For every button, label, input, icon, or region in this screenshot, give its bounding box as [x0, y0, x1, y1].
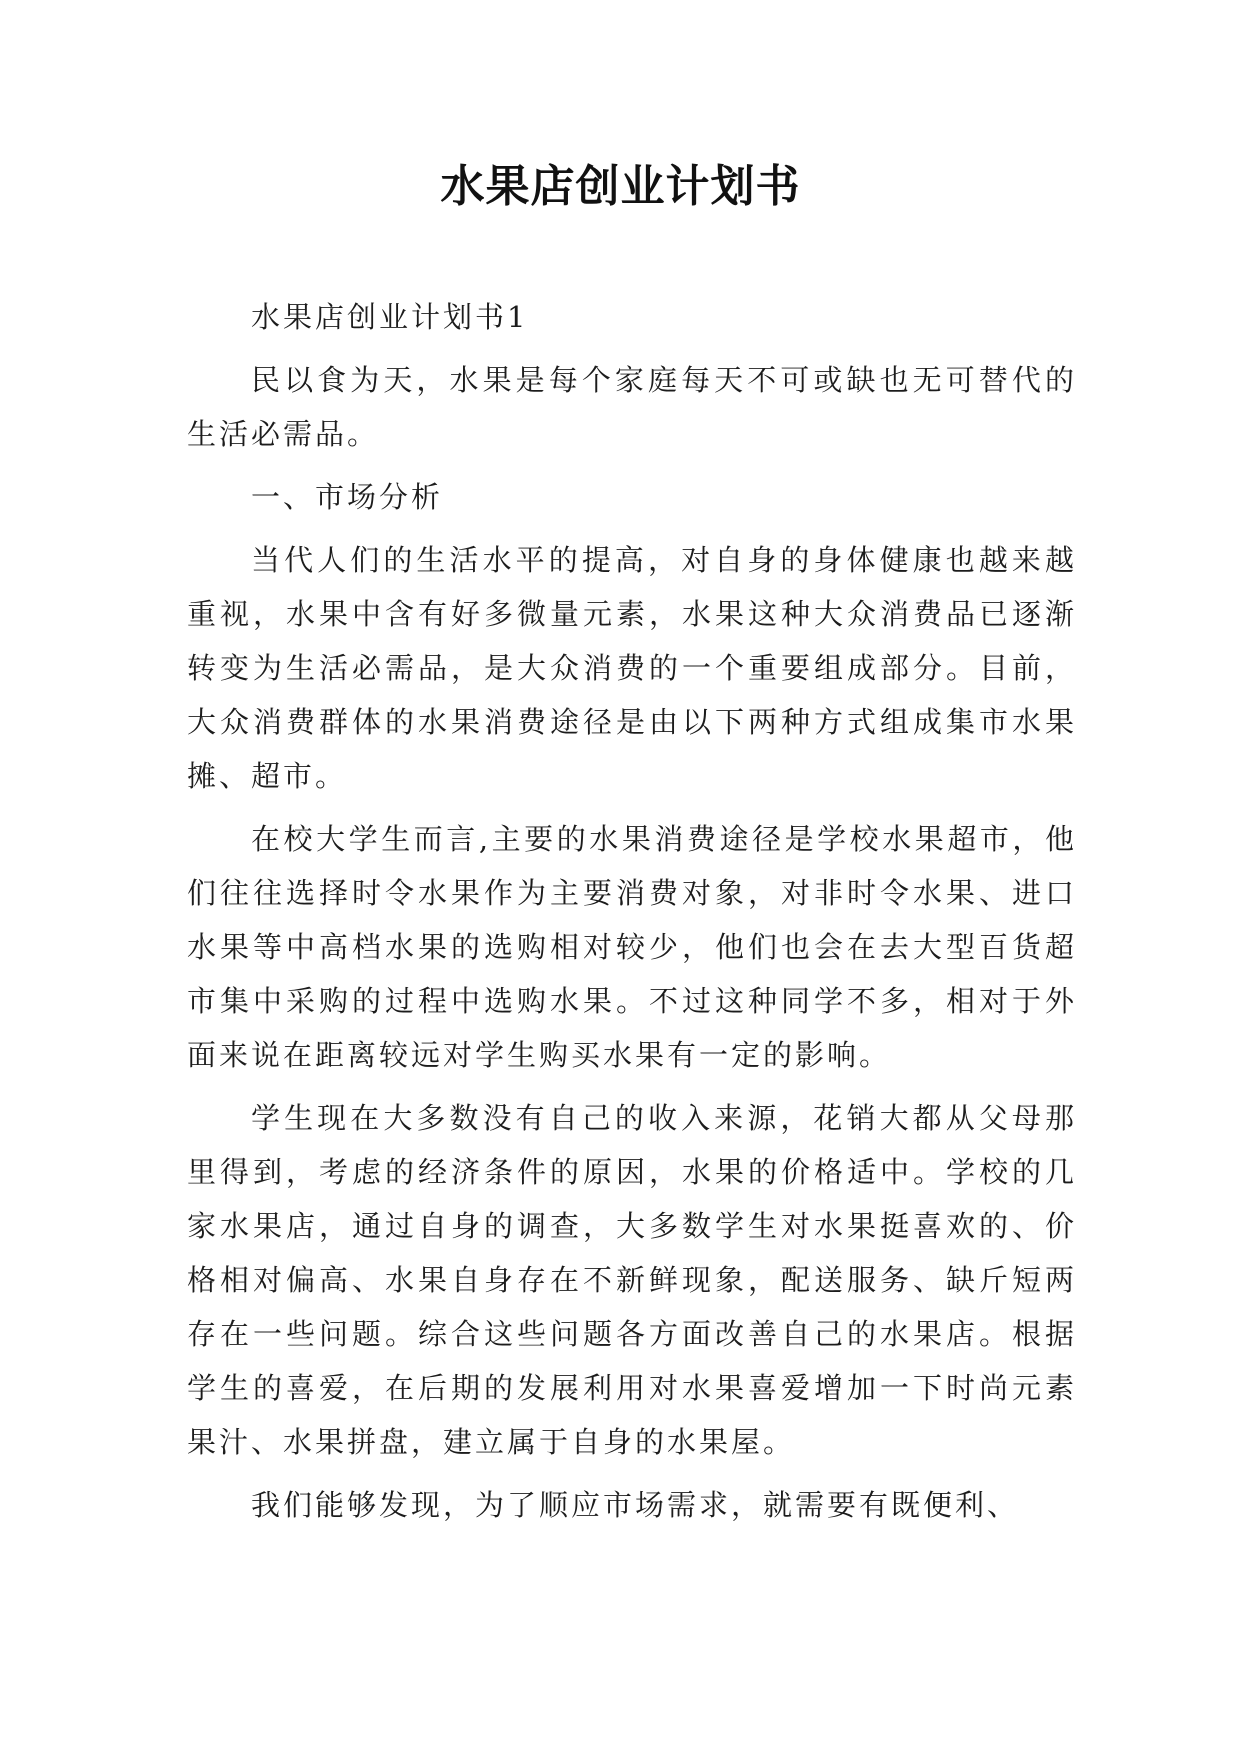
paragraph: 学生现在大多数没有自己的收入来源，花销大都从父母那里得到，考虑的经济条件的原因，水果的价格适中。学校的几家水果店，通过自身的调查，大多数学生对水果挺喜欢的、价格相对偏高、水果自身存在不新鲜现象，配送服务、缺斤短两存在一些问题。综合这些问题各方面改善自己的水果店。根据学生的喜爱，在后期的发展利用对水果喜爱增加一下时尚元素果汁、水果拼盘，建立属于自身的水果屋。 — [187, 1101, 1077, 1459]
paragraph: 在校大学生而言,主要的水果消费途径是学校水果超市，他们往往选择时令水果作为主要消费对象，对非时令水果、进口水果等中高档水果的选购相对较少，他们也会在去大型百货超市集中采购的过程中选购水果。不过这种同学不多，相对于外面来说在距离较远对学生购买水果有一定的影响。 — [187, 822, 1077, 1072]
paragraph: 民以食为天，水果是每个家庭每天不可或缺也无可替代的生活必需品。 — [187, 363, 1077, 451]
paragraph-subheading: 一、市场分析 — [251, 480, 444, 514]
paragraph: 当代人们的生活水平的提高，对自身的身体健康也越来越重视，水果中含有好多微量元素，水果这种大众消费品已逐渐转变为生活必需品，是大众消费的一个重要组成部分。目前，大众消费群体的水果消费途径是由以下两种方式组成集市水果摊、超市。 — [187, 543, 1077, 793]
document-body — [187, 290, 1077, 1541]
document-title: 水果店创业计划书 — [440, 161, 801, 212]
paragraph-section-heading: 水果店创业计划书1 — [251, 300, 529, 334]
paragraph: 我们能够发现，为了顺应市场需求，就需要有既便利、 — [251, 1488, 1020, 1522]
